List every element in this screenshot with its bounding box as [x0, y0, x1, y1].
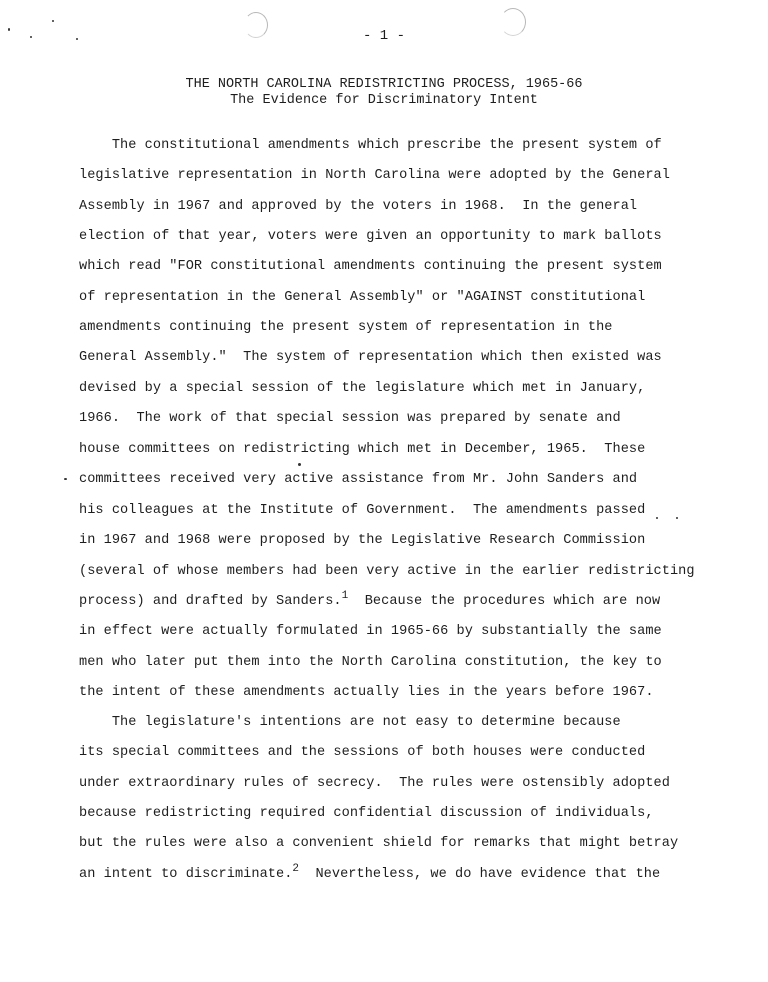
body-line: of representation in the General Assembly" or "AGAINST constitutional: [79, 290, 646, 305]
scan-speck: [676, 517, 678, 519]
body-line: The legislature's intentions are not easy to determine because: [79, 715, 621, 730]
body-line: devised by a special session of the legislature which met in January,: [79, 381, 646, 396]
title-line: THE NORTH CAROLINA REDISTRICTING PROCESS, 1965-66: [185, 77, 583, 92]
body-line: but the rules were also a convenient shield for remarks that might betray: [79, 836, 679, 851]
body-line: Assembly in 1967 and approved by the voters in 1968. In the general: [79, 199, 638, 214]
body-line: under extraordinary rules of secrecy. The rules were ostensibly adopted: [79, 776, 670, 791]
body-line-text: Because the procedures which are now: [348, 594, 661, 609]
footnote-ref-1: 1: [341, 590, 349, 602]
body-line-text: Nevertheless, we do have evidence that the: [299, 867, 661, 882]
body-line: General Assembly." The system of representation which then existed was: [79, 350, 662, 365]
body-line: in 1967 and 1968 were proposed by the Legislative Research Commission: [79, 533, 646, 548]
body-line: [79, 590, 661, 609]
footnote-ref-2: 2: [292, 863, 300, 875]
page-number: - 1 -: [362, 28, 405, 44]
body-line: committees received very active assistance from Mr. John Sanders and: [79, 472, 638, 487]
scan-speck: [52, 20, 54, 22]
body-line: which read "FOR constitutional amendments continuing the present system: [79, 259, 662, 274]
body-line: in effect were actually formulated in 1965-66 by substantially the same: [79, 624, 662, 639]
body-line: men who later put them into the North Carolina constitution, the key to: [79, 655, 662, 670]
body-line: [79, 863, 661, 882]
body-line: election of that year, voters were given an opportunity to mark ballots: [79, 229, 662, 244]
scan-speck: [64, 478, 67, 480]
body-line-text: an intent to discriminate.: [79, 867, 293, 882]
body-line: 1966. The work of that special session was prepared by senate and: [79, 411, 621, 426]
body-line-text: process) and drafted by Sanders.: [79, 594, 342, 609]
scan-speck: [656, 517, 658, 519]
document-title: [0, 77, 768, 109]
scan-speck: [298, 463, 301, 466]
body-line: because redistricting required confidential discussion of individuals,: [79, 806, 654, 821]
body-line: house committees on redistricting which met in December, 1965. These: [79, 442, 646, 457]
body-line: the intent of these amendments actually lies in the years before 1967.: [79, 685, 654, 700]
body-line: legislative representation in North Carolina were adopted by the General: [79, 168, 670, 183]
body-line: his colleagues at the Institute of Government. The amendments passed: [79, 503, 646, 518]
body-line: amendments continuing the present system of representation in the: [79, 320, 613, 335]
body-line: its special committees and the sessions of both houses were conducted: [79, 745, 646, 760]
body-line: The constitutional amendments which prescribe the present system of: [79, 138, 662, 153]
subtitle-line: The Evidence for Discriminatory Intent: [230, 93, 538, 108]
body-line: (several of whose members had been very active in the earlier redistricting: [79, 564, 695, 579]
